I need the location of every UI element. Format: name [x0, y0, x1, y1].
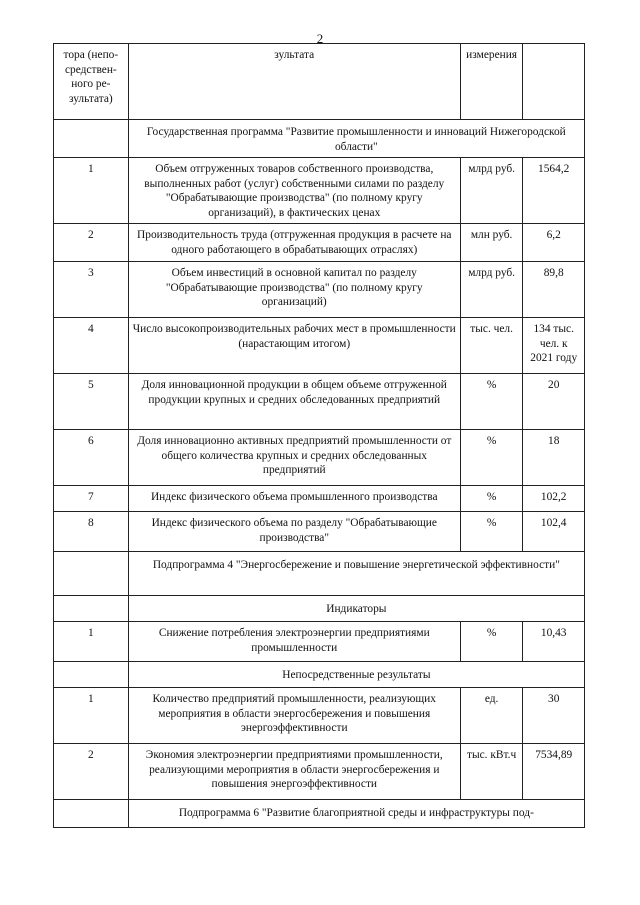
section-blank-cell [54, 120, 129, 158]
header-col-indicator-name: зультата [128, 44, 460, 120]
row-number: 8 [54, 512, 129, 552]
row-number: 3 [54, 262, 129, 318]
table-row [54, 374, 585, 430]
row-description: Снижение потребления электроэнергии предприятиями промышленности [128, 622, 460, 662]
table-row [54, 262, 585, 318]
row-description: Индекс физического объема промышленного производства [128, 486, 460, 512]
row-description: Число высокопроизводительных рабочих мест в промышленности (нарастающим итогом) [128, 318, 460, 374]
row-unit: тыс. кВт.ч [460, 744, 523, 800]
subsection-row-indicators [54, 596, 585, 622]
row-number: 1 [54, 622, 129, 662]
row-unit: % [460, 374, 523, 430]
page-number: 2 [316, 31, 324, 46]
row-value: 30 [523, 688, 585, 744]
row-description: Доля инновационной продукции в общем объеме отгруженной продукции крупных и средних обследованных предприятий [128, 374, 460, 430]
header-col-unit: измерения [460, 44, 523, 120]
row-value: 89,8 [523, 262, 585, 318]
table-row [54, 224, 585, 262]
indicators-label: Индикаторы [128, 596, 584, 622]
program-title: Государственная программа "Развитие промышленности и инноваций Нижегородской области" [128, 120, 584, 158]
row-value: 1564,2 [523, 158, 585, 224]
row-unit: млрд руб. [460, 262, 523, 318]
row-number: 5 [54, 374, 129, 430]
row-description: Объем отгруженных товаров собственного производства, выполненных работ (услуг) собственными силами по разделу "Обрабатывающие производства" (по полному кругу организаций), в фактических ценах [128, 158, 460, 224]
row-description: Производительность труда (отгруженная продукция в расчете на одного работающего в обрабатывающих отраслях) [128, 224, 460, 262]
table-row [54, 430, 585, 486]
row-unit: тыс. чел. [460, 318, 523, 374]
row-value: 134 тыс. чел. к 2021 году [523, 318, 585, 374]
section-row-subprogram-4 [54, 552, 585, 596]
row-description: Объем инвестиций в основной капитал по разделу "Обрабатывающие производства" (по полному кругу организаций) [128, 262, 460, 318]
section-row-program [54, 120, 585, 158]
table-row [54, 486, 585, 512]
direct-results-label: Непосредственные результаты [128, 662, 584, 688]
row-number: 2 [54, 224, 129, 262]
row-value: 7534,89 [523, 744, 585, 800]
row-value: 18 [523, 430, 585, 486]
row-description: Количество предприятий промышленности, реализующих мероприятия в области энергосбережения и повышения энергоэффективности [128, 688, 460, 744]
row-unit: % [460, 486, 523, 512]
subsection-row-direct-results [54, 662, 585, 688]
row-number: 1 [54, 158, 129, 224]
table-row [54, 744, 585, 800]
row-value: 20 [523, 374, 585, 430]
table-header-row [54, 44, 585, 120]
section-blank-cell [54, 800, 129, 828]
row-number: 1 [54, 688, 129, 744]
section-blank-cell [54, 662, 129, 688]
row-unit: % [460, 512, 523, 552]
indicators-table [53, 43, 585, 828]
row-value: 102,2 [523, 486, 585, 512]
table-row [54, 512, 585, 552]
table-row [54, 688, 585, 744]
subprogram-6-title: Подпрограмма 6 "Развитие благоприятной среды и инфраструктуры под- [128, 800, 584, 828]
section-blank-cell [54, 552, 129, 596]
row-value: 10,43 [523, 622, 585, 662]
row-number: 4 [54, 318, 129, 374]
table-row [54, 622, 585, 662]
row-unit: млрд руб. [460, 158, 523, 224]
table-row [54, 318, 585, 374]
table-row [54, 158, 585, 224]
row-number: 7 [54, 486, 129, 512]
row-description: Индекс физического объема по разделу "Обрабатывающие производства" [128, 512, 460, 552]
row-description: Экономия электроэнергии предприятиями промышленности, реализующими мероприятия в области энергосбережения и повышения энергоэффективности [128, 744, 460, 800]
row-number: 2 [54, 744, 129, 800]
header-col-indicator-number: тора (непо-средствен-ного ре-зультата) [54, 44, 129, 120]
row-unit: % [460, 430, 523, 486]
row-description: Доля инновационно активных предприятий промышленности от общего количества крупных и средних обследованных предприятий [128, 430, 460, 486]
section-row-subprogram-6 [54, 800, 585, 828]
row-value: 102,4 [523, 512, 585, 552]
row-unit: ед. [460, 688, 523, 744]
header-col-value [523, 44, 585, 120]
section-blank-cell [54, 596, 129, 622]
row-unit: % [460, 622, 523, 662]
row-number: 6 [54, 430, 129, 486]
subprogram-4-title: Подпрограмма 4 "Энергосбережение и повышение энергетической эффективности" [128, 552, 584, 596]
row-value: 6,2 [523, 224, 585, 262]
row-unit: млн руб. [460, 224, 523, 262]
